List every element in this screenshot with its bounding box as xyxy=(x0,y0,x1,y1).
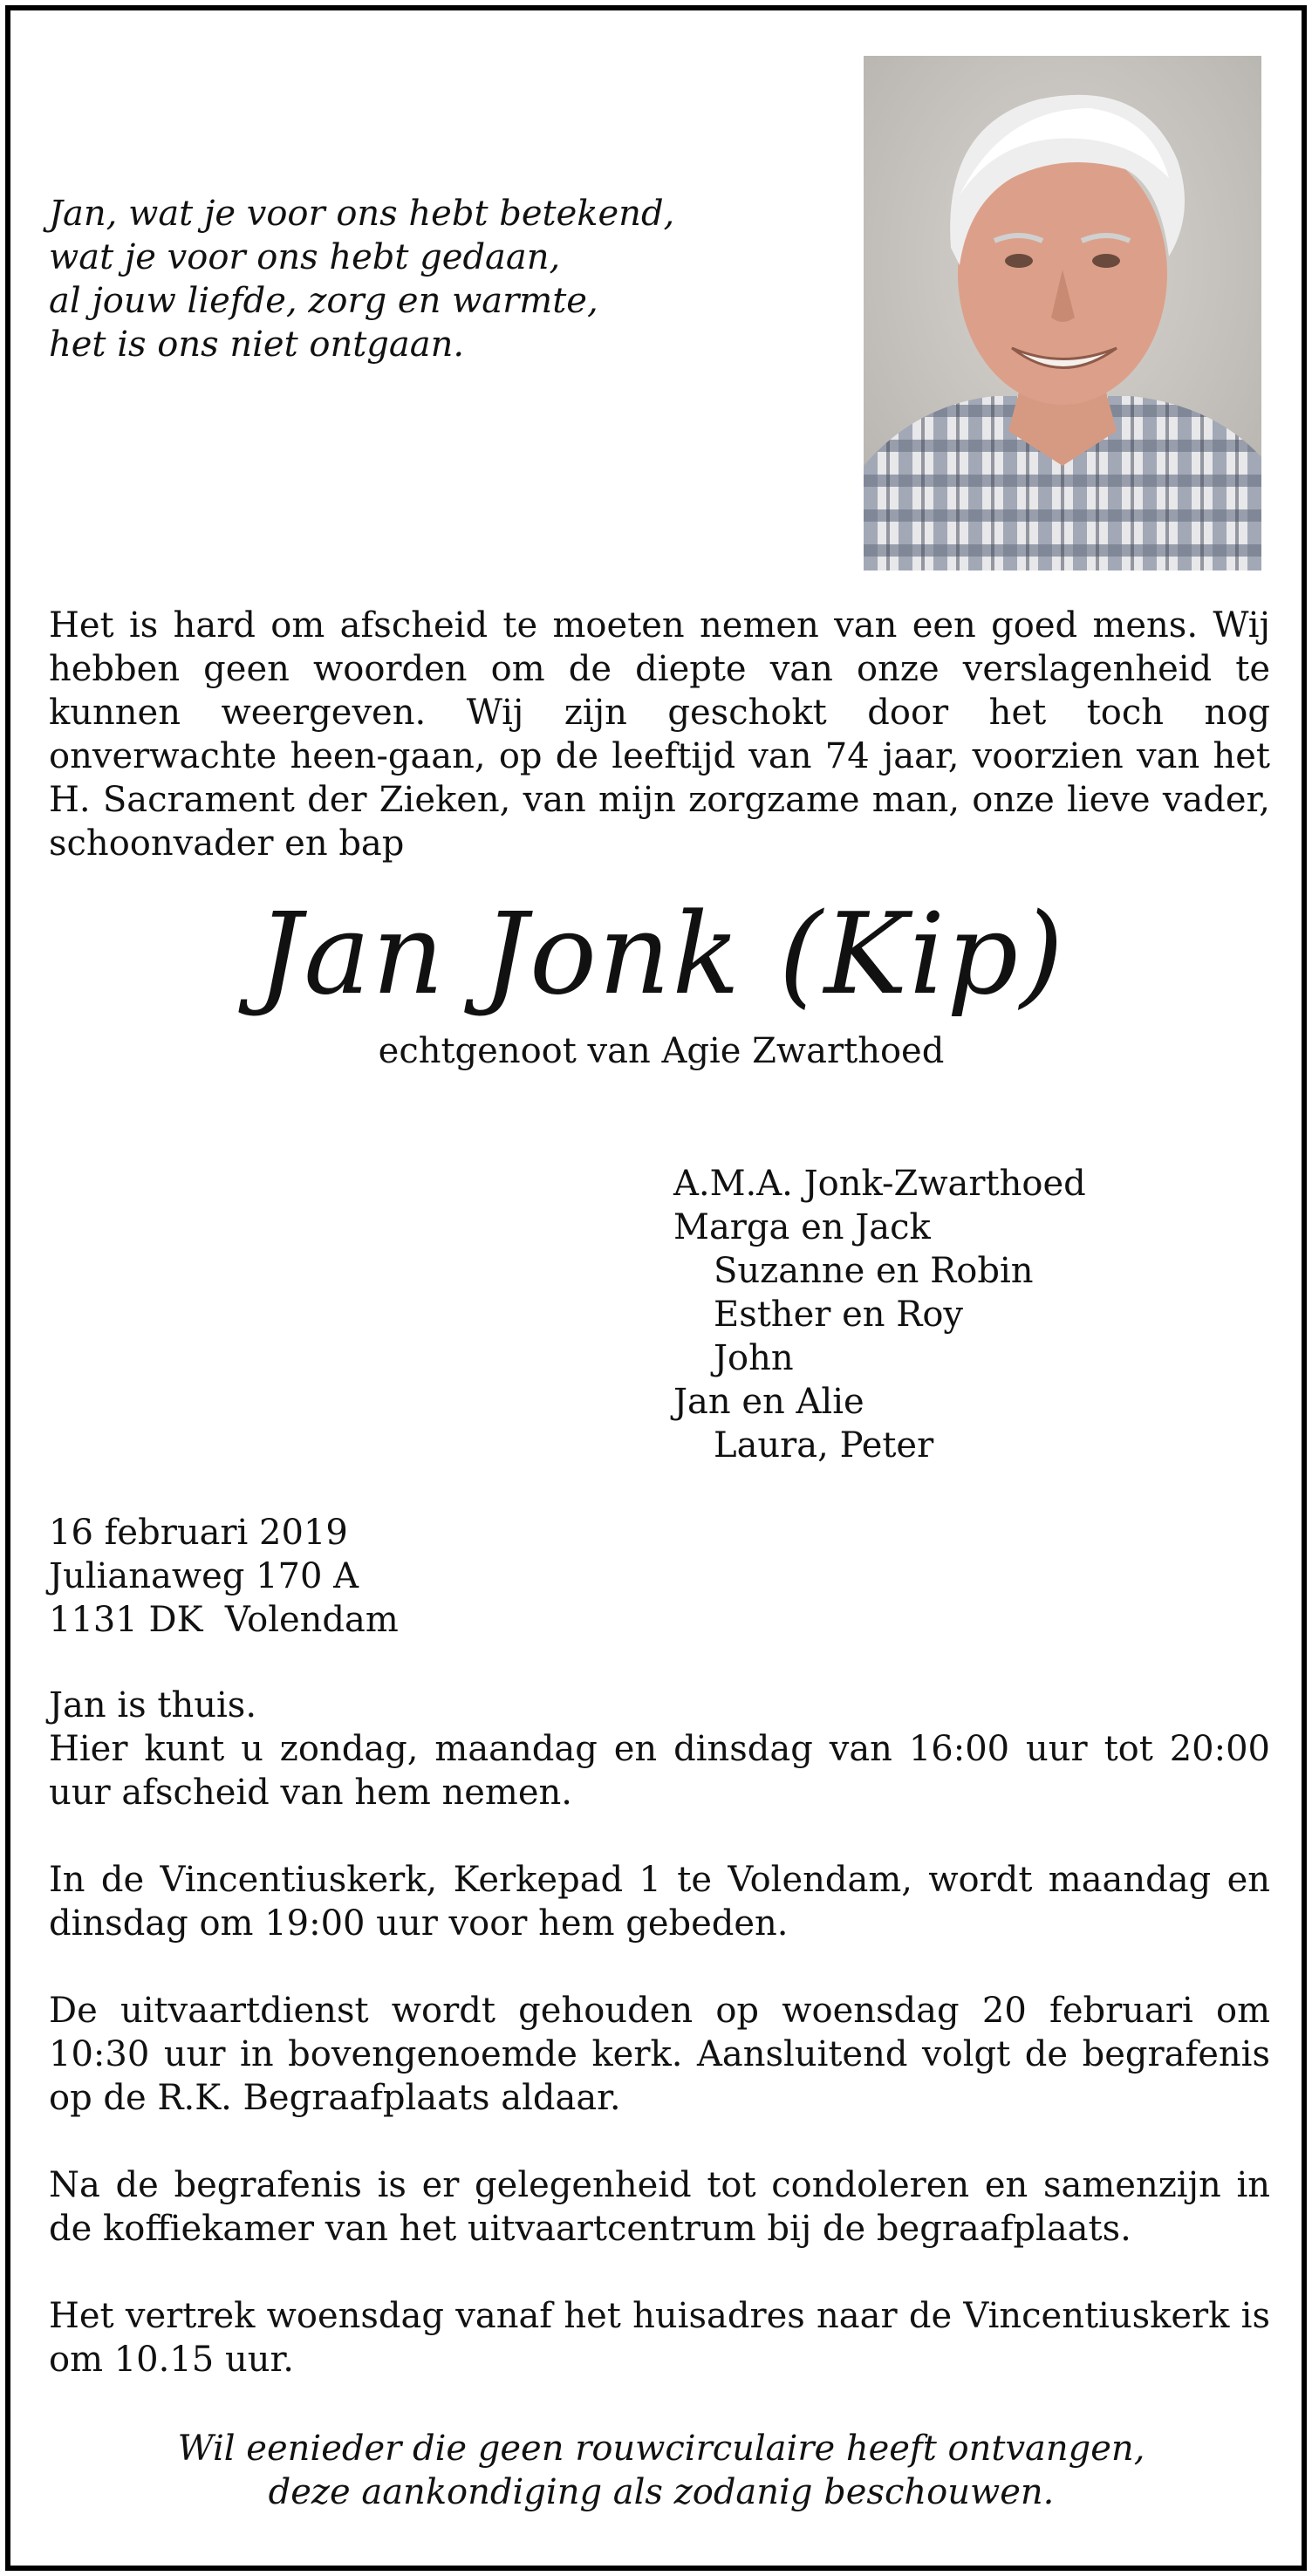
family-member: John xyxy=(714,1338,794,1378)
poem-line: al jouw liefde, zorg en warmte, xyxy=(49,281,598,321)
spouse-line: echtgenoot van Agie Zwarthoed xyxy=(378,1031,945,1071)
poem xyxy=(49,192,834,366)
condolence-paragraph: Na de begrafenis is er gelegenheid tot condoleren en samenzijn in de koffiekamer van het uitvaartcentrum bij de begraafplaats. xyxy=(49,2165,1270,2249)
poem-line: het is ons niet ontgaan. xyxy=(49,325,465,365)
poem-line: Jan, wat je voor ons hebt betekend, xyxy=(49,194,675,234)
closing-note xyxy=(10,2427,1312,2514)
poem-line: wat je voor ons hebt gedaan, xyxy=(49,237,561,277)
prayer-paragraph: In de Vincentiuskerk, Kerkepad 1 te Volendam, wordt maandag en dinsdag om 19:00 uur voor hem gebeden. xyxy=(49,1860,1270,1944)
family-member: Esther en Roy xyxy=(714,1295,964,1335)
city-line: 1131 DK Volendam xyxy=(49,1600,399,1640)
address-block xyxy=(49,1511,834,1642)
family-member: Jan en Alie xyxy=(673,1382,864,1422)
intro-paragraph: Het is hard om afscheid te moeten nemen van een goed mens. Wij hebben geen woorden om de diepte van onze verslagenheid te kunnen weergeven. Wij zijn geschokt door het toch nog onverwachte heen-gaan, op de leeftijd van 74 jaar, voorzien van het H. Sacrament der Zieken, van mijn zorgzame man, onze lieve vader, schoonvader en bap xyxy=(49,605,1270,864)
portrait-photo xyxy=(864,56,1261,571)
deceased-name: Jan Jonk (Kip) xyxy=(256,890,1066,1020)
visiting-paragraph: Jan is thuis. Hier kunt u zondag, maandag en dinsdag van 16:00 uur tot 20:00 uur afscheid van hem nemen. xyxy=(49,1685,1270,1813)
family-member: Suzanne en Robin xyxy=(714,1251,1034,1291)
info-block xyxy=(49,1684,1270,2425)
family-member: A.M.A. Jonk-Zwarthoed xyxy=(673,1164,1086,1204)
departure-paragraph: Het vertrek woensdag vanaf het huisadres naar de Vincentiuskerk is om 10.15 uur. xyxy=(49,2296,1270,2380)
obituary-card xyxy=(5,5,1307,2571)
closing-line: deze aankondiging als zodanig beschouwen. xyxy=(268,2472,1055,2512)
funeral-service-paragraph: De uitvaartdienst wordt gehouden op woensdag 20 februari om 10:30 uur in bovengenoemde kerk. Aansluitend volgt de begrafenis op de R.K. Begraafplaats aldaar. xyxy=(49,1991,1270,2118)
family-list xyxy=(673,1162,1302,1467)
portrait-photo-icon xyxy=(864,56,1261,571)
street-line: Julianaweg 170 A xyxy=(49,1556,359,1596)
family-member: Laura, Peter xyxy=(714,1425,934,1466)
family-member: Marga en Jack xyxy=(673,1207,931,1247)
closing-line: Wil eenieder die geen rouwcirculaire heeft ontvangen, xyxy=(177,2429,1145,2469)
date-line: 16 februari 2019 xyxy=(49,1513,348,1553)
